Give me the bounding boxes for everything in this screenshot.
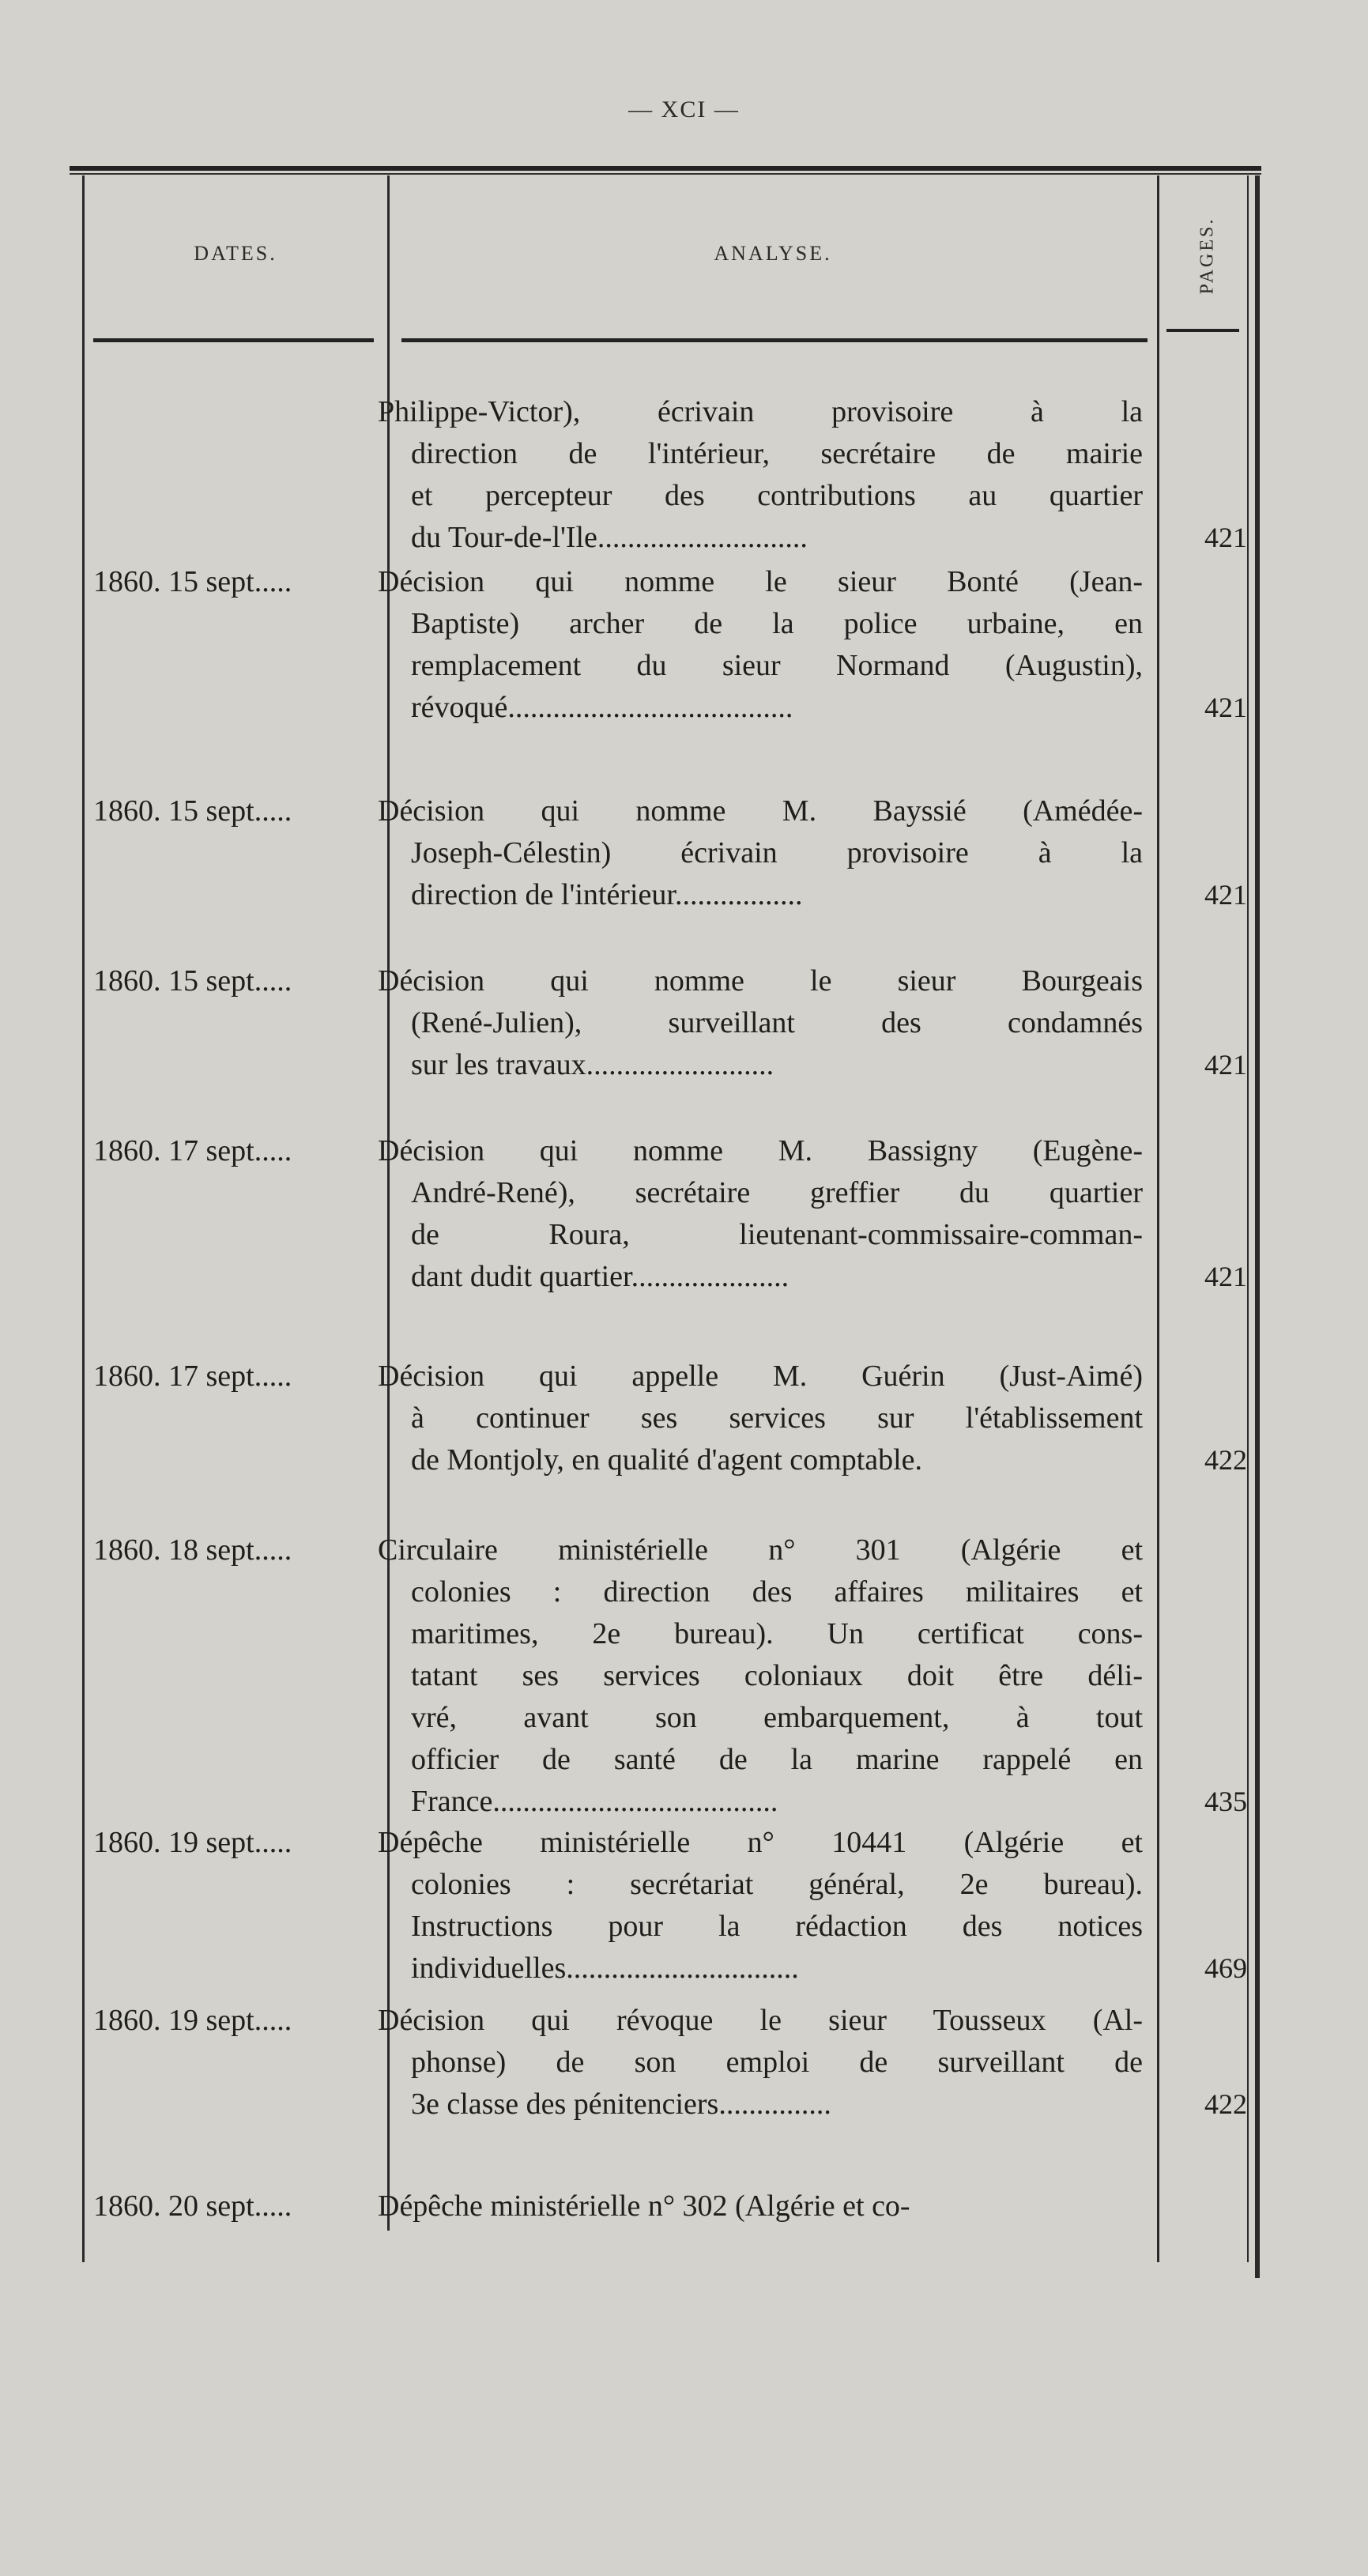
- right-border: [1255, 175, 1260, 2278]
- analysis-line: phonse) de son emploi de surveillant de: [411, 2046, 1143, 2079]
- entry-page-number: 421: [1204, 692, 1247, 723]
- analyse-column-divider: [1157, 175, 1159, 2262]
- analysis-line: vré, avant son embarquement, à tout: [411, 1701, 1143, 1734]
- analysis-line: direction de l'intérieur, secrétaire de mairie: [411, 437, 1143, 470]
- analysis-line: révoqué......................................: [411, 691, 793, 724]
- header-underline-analyse: [401, 338, 1148, 342]
- analysis-line: Philippe-Victor), écrivain provisoire à la: [378, 395, 1143, 428]
- analysis-line: Dépêche ministérielle n° 10441 (Algérie et: [378, 1826, 1143, 1859]
- header-underline-dates: [93, 338, 374, 342]
- analysis-line: Décision qui nomme le sieur Bonté (Jean-: [378, 565, 1143, 598]
- analysis-line: France......................................: [411, 1785, 778, 1818]
- entry-analysis: [378, 1356, 1143, 1481]
- entry-date: 1860. 19 sept.....: [93, 1826, 292, 1859]
- entry-page-number: 421: [1204, 522, 1247, 553]
- analysis-line: du Tour-de-l'Ile............................: [411, 521, 808, 554]
- analysis-line: Décision qui nomme le sieur Bourgeais: [378, 964, 1143, 998]
- analysis-line: Décision qui nomme M. Bassigny (Eugène-: [378, 1134, 1143, 1167]
- entry-analysis: [378, 2000, 1143, 2125]
- analysis-line: Décision qui appelle M. Guérin (Just-Aimé): [378, 1360, 1143, 1393]
- analysis-line: Baptiste) archer de la police urbaine, en: [411, 607, 1143, 640]
- analysis-line: officier de santé de la marine rappelé en: [411, 1743, 1143, 1776]
- entry-analysis: [378, 960, 1143, 1086]
- analysis-line: (René-Julien), surveillant des condamnés: [411, 1006, 1143, 1039]
- header-dates: DATES.: [194, 242, 277, 265]
- entry-analysis: [378, 1529, 1143, 1823]
- analysis-line: Dépêche ministérielle n° 302 (Algérie et co-: [378, 2189, 910, 2223]
- analysis-line: André-René), secrétaire greffier du quartier: [411, 1176, 1143, 1209]
- entry-analysis: [378, 561, 1143, 729]
- analysis-line: direction de l'intérieur.................: [411, 878, 803, 911]
- analysis-line: à continuer ses services sur l'établissement: [411, 1401, 1143, 1435]
- analysis-line: Circulaire ministérielle n° 301 (Algérie et: [378, 1533, 1143, 1567]
- table-top-rule: [70, 166, 1261, 171]
- entry-date: 1860. 19 sept.....: [93, 2004, 292, 2037]
- analysis-line: individuelles...............................: [411, 1952, 799, 1985]
- analysis-line: de Roura, lieutenant-commissaire-comman-: [411, 1218, 1143, 1251]
- analysis-line: Décision qui nomme M. Bayssié (Amédée-: [378, 794, 1143, 828]
- analysis-line: colonies : secrétariat général, 2e bureau).: [411, 1868, 1143, 1901]
- table-top-rule-thin: [70, 173, 1261, 175]
- entry-date: 1860. 18 sept.....: [93, 1533, 292, 1567]
- entry-date: 1860. 15 sept.....: [93, 565, 292, 598]
- entry-analysis: [378, 1822, 1143, 1990]
- entry-analysis: [378, 391, 1143, 559]
- entry-page-number: 422: [1204, 1444, 1247, 1476]
- entry-date: 1860. 17 sept.....: [93, 1360, 292, 1393]
- page-number: — XCI —: [628, 96, 740, 123]
- analysis-line: maritimes, 2e bureau). Un certificat cons-: [411, 1617, 1143, 1650]
- entry-page-number: 422: [1204, 2088, 1247, 2120]
- analysis-line: remplacement du sieur Normand (Augustin),: [411, 649, 1143, 682]
- analysis-line: sur les travaux.........................: [411, 1048, 774, 1081]
- entry-date: 1860. 20 sept.....: [93, 2189, 292, 2223]
- analysis-line: Décision qui révoque le sieur Tousseux (Al-: [378, 2004, 1143, 2037]
- analysis-line: colonies : direction des affaires militaires et: [411, 1575, 1143, 1609]
- analysis-line: dant dudit quartier.....................: [411, 1260, 790, 1293]
- analysis-line: tatant ses services coloniaux doit être déli-: [411, 1659, 1143, 1692]
- entry-analysis: [378, 1130, 1143, 1298]
- analysis-line: de Montjoly, en qualité d'agent comptable.: [411, 1443, 923, 1477]
- left-border: [82, 175, 85, 2262]
- entry-date: 1860. 15 sept.....: [93, 964, 292, 998]
- entry-page-number: 421: [1204, 1049, 1247, 1081]
- entry-page-number: 435: [1204, 1786, 1247, 1817]
- entry-date: 1860. 17 sept.....: [93, 1134, 292, 1167]
- analysis-line: Instructions pour la rédaction des notices: [411, 1910, 1143, 1943]
- entry-date: 1860. 15 sept.....: [93, 794, 292, 828]
- analysis-line: et percepteur des contributions au quartier: [411, 479, 1143, 512]
- entry-analysis: [378, 790, 1143, 916]
- entry-page-number: 421: [1204, 1261, 1247, 1292]
- entry-page-number: 469: [1204, 1952, 1247, 1984]
- header-analyse: ANALYSE.: [714, 242, 832, 265]
- entry-page-number: 421: [1204, 879, 1247, 911]
- header-underline-pages: [1166, 329, 1239, 332]
- analysis-line: 3e classe des pénitenciers...............: [411, 2088, 831, 2121]
- header-pages: PAGES.: [1197, 217, 1218, 295]
- entry-analysis: [378, 2186, 1143, 2227]
- analysis-line: Joseph-Célestin) écrivain provisoire à la: [411, 836, 1143, 869]
